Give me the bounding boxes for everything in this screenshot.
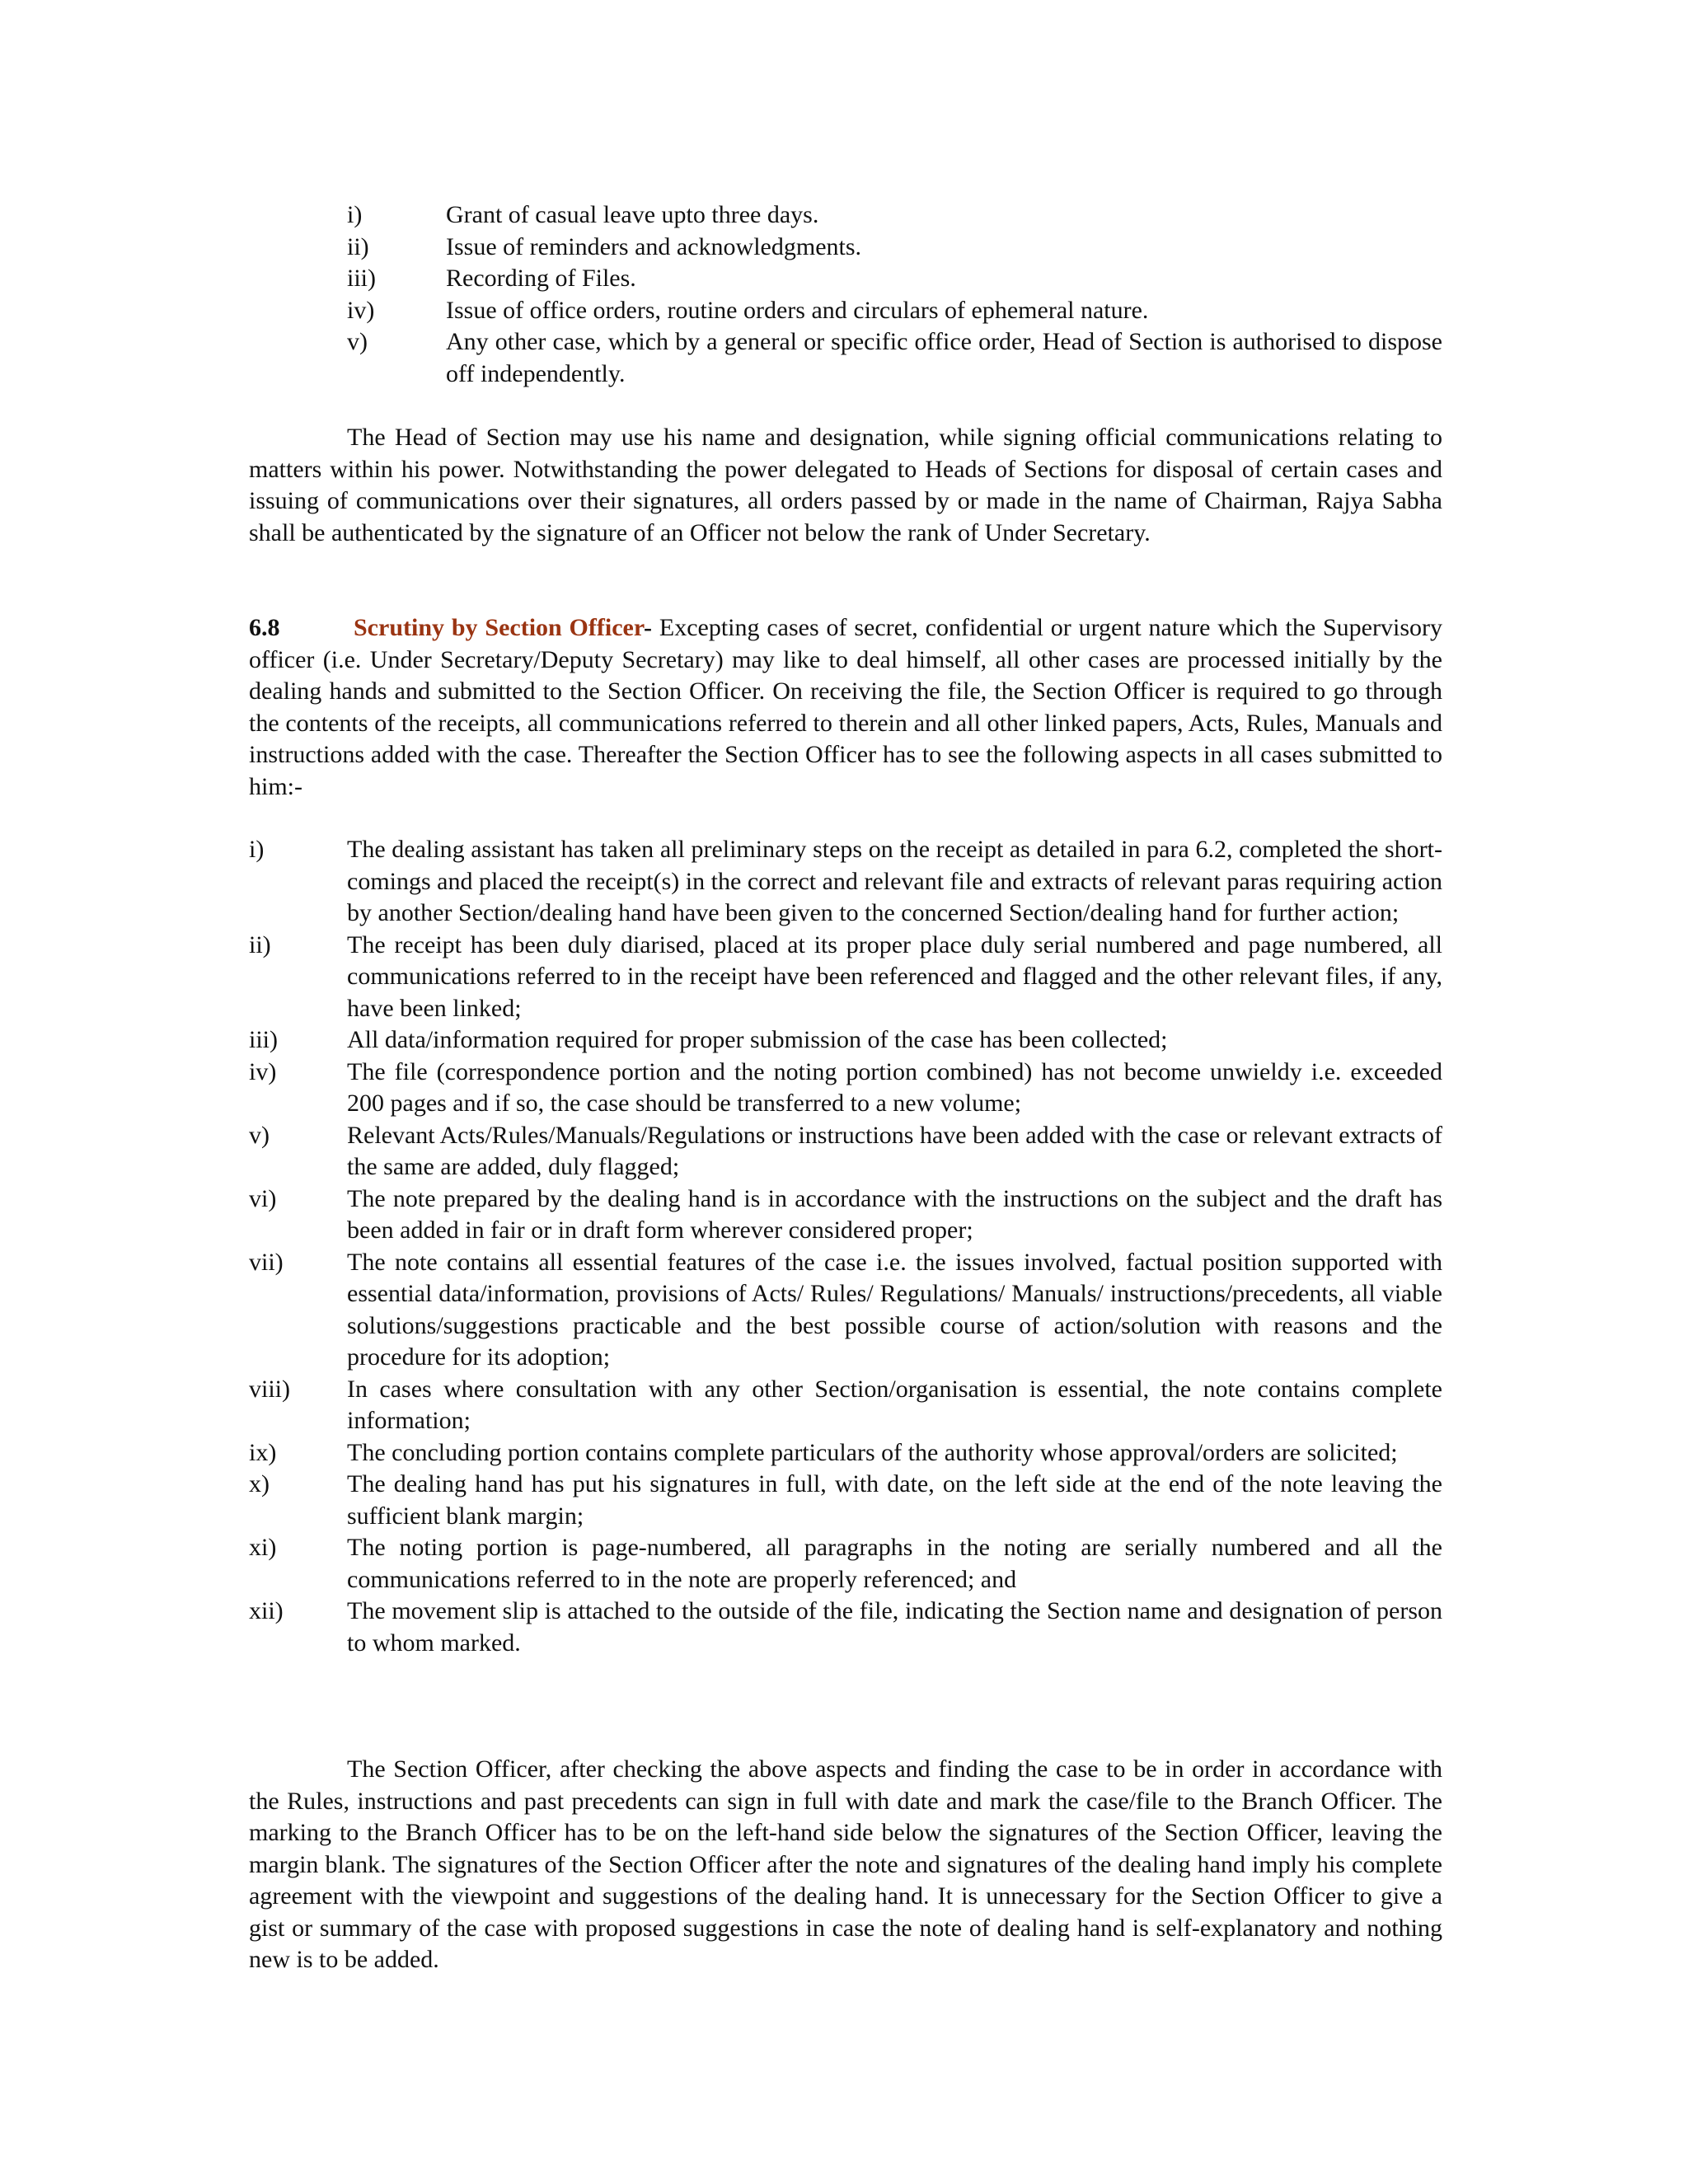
list-item-number: i) <box>249 836 265 863</box>
list-item-number: iv) <box>249 1057 277 1085</box>
section-title: Scrutiny by Section Officer <box>354 614 645 641</box>
section-body: Excepting cases of secret, confidential or urgent nature which the Supervisory officer (i.e. Under Secretary/Deputy Secretary) may like to deal himself, all other cases are processed initially by the dealing hands and submitted to the Section Officer. On receiving the file, the Section Officer is required to go through the contents of the receipts, all communications referred to therein and all other linked papers, Acts, Rules, Manuals and instructions added with the case. Thereafter the Section Officer has to see the following aspects in all cases submitted to him:- <box>249 614 1442 800</box>
list-item-text: Any other case, which by a general or specific office order, Head of Section is authorised to dispose off independently. <box>446 328 1442 387</box>
list-item-text: The receipt has been duly diarised, placed at its proper place duly serial numbered and page numbered, all communications referred to in the receipt have been referenced and flagged and the other relevant files, if any, have been linked; <box>347 930 1442 1022</box>
list-item <box>347 263 1442 295</box>
section-title-dash: - <box>644 614 653 641</box>
list-item-number: vii) <box>249 1248 284 1276</box>
list-item-number: iii) <box>249 1026 278 1053</box>
list-item <box>249 1532 1442 1596</box>
list-item-number: iv) <box>347 296 375 324</box>
list-item <box>249 1469 1442 1532</box>
list-item-text: Recording of Files. <box>446 265 636 292</box>
list-item-text: The noting portion is page-numbered, all paragraphs in the noting are serially numbered and all the communications referred to in the note are properly referenced; and <box>347 1534 1442 1593</box>
list-item-number: iii) <box>347 265 376 292</box>
list-item-number: ix) <box>249 1438 277 1466</box>
list-item-number: ii) <box>249 930 271 958</box>
list-item-text: Issue of reminders and acknowledgments. <box>446 232 862 260</box>
list-item <box>249 1374 1442 1437</box>
closing-paragraph: The Section Officer, after checking the above aspects and finding the case to be in order in accordance with the Rules, instructions and past precedents can sign in full with date and mark the case/file to the Branch Officer. The marking to the Branch Officer has to be on the left-hand side below the signatures of the Section Officer, leaving the margin blank. The signatures of the Section Officer after the note and signatures of the dealing hand imply his complete agreement with the viewpoint and suggestions of the dealing hand. It is unnecessary for the Section Officer to give a gist or summary of the case with proposed suggestions in case the note of dealing hand is self-explanatory and nothing new is to be added. <box>249 1755 1442 1973</box>
list-item-text: Grant of casual leave upto three days. <box>446 201 819 228</box>
list-item-text: The note contains all essential features of the case i.e. the issues involved, factual position supported with essential data/information, provisions of Acts/ Rules/ Regulations/ Manuals/ instructions/precedents, all viable solutions/suggestions practicable and the best possible course of action/solution with reasons and the procedure for its adoption; <box>347 1248 1442 1371</box>
list-item-text: In cases where consultation with any other Section/organisation is essential, the note contains complete information; <box>347 1375 1442 1434</box>
list-item-number: viii) <box>249 1375 290 1403</box>
section-number: 6.8 <box>249 614 280 641</box>
list-item-text: The movement slip is attached to the outside of the file, indicating the Section name and designation of person to whom marked. <box>347 1597 1442 1657</box>
list-item-text: Relevant Acts/Rules/Manuals/Regulations or instructions have been added with the case or relevant extracts of the same are added, duly flagged; <box>347 1121 1442 1180</box>
list-item <box>249 1183 1442 1247</box>
list-item-number: vi) <box>249 1184 277 1212</box>
list-item-number: ii) <box>347 232 369 260</box>
list-item-number: v) <box>347 328 368 355</box>
list-item-text: The note prepared by the dealing hand is in accordance with the instructions on the subject and the draft has been added in fair or in draft form wherever considered proper; <box>347 1184 1442 1244</box>
list-item <box>249 1437 1442 1469</box>
list-item-number: xii) <box>249 1597 284 1624</box>
list-item-number: xi) <box>249 1534 277 1561</box>
list-item-text: The dealing hand has put his signatures in full, with date, on the left side at the end of the note leaving the sufficient blank margin; <box>347 1470 1442 1530</box>
section-6-8-paragraph <box>249 612 1442 803</box>
list-item <box>249 1057 1442 1120</box>
head-of-section-paragraph: The Head of Section may use his name and designation, while signing official communications relating to matters within his power. Notwithstanding the power delegated to Heads of Sections for disposal of certain cases and issuing of communications over their signatures, all orders passed by or made in the name of Chairman, Rajya Sabha shall be authenticated by the signature of an Officer not below the rank of Under Secretary. <box>249 424 1442 546</box>
list-item-number: v) <box>249 1121 270 1149</box>
list-item-text: The dealing assistant has taken all preliminary steps on the receipt as detailed in para 6.2, completed the short-comings and placed the receipt(s) in the correct and relevant file and extracts of relevant paras requiring action by another Section/dealing hand have been given to the concerned Section/dealing hand for further action; <box>347 836 1442 926</box>
aspects-list <box>249 834 1442 1659</box>
list-item <box>347 326 1442 390</box>
list-item-text: The concluding portion contains complete particulars of the authority whose approval/orders are solicited; <box>347 1438 1398 1466</box>
list-item-number: i) <box>347 201 363 228</box>
list-item <box>249 930 1442 1025</box>
list-item-text: The file (correspondence portion and the noting portion combined) has not become unwieldy i.e. exceeded 200 pages and if so, the case should be transferred to a new volume; <box>347 1057 1442 1117</box>
list-item <box>347 232 1442 264</box>
list-item <box>347 295 1442 327</box>
list-item-text: Issue of office orders, routine orders and circulars of ephemeral nature. <box>446 296 1149 324</box>
list-item <box>249 1024 1442 1057</box>
list-item <box>249 1120 1442 1183</box>
list-item <box>249 834 1442 930</box>
list-item <box>249 1247 1442 1374</box>
list-item-number: x) <box>249 1470 270 1497</box>
list-item-text: All data/information required for proper submission of the case has been collected; <box>347 1026 1168 1053</box>
list-item <box>347 199 1442 232</box>
delegated-cases-list <box>347 199 1442 390</box>
list-item <box>249 1596 1442 1659</box>
